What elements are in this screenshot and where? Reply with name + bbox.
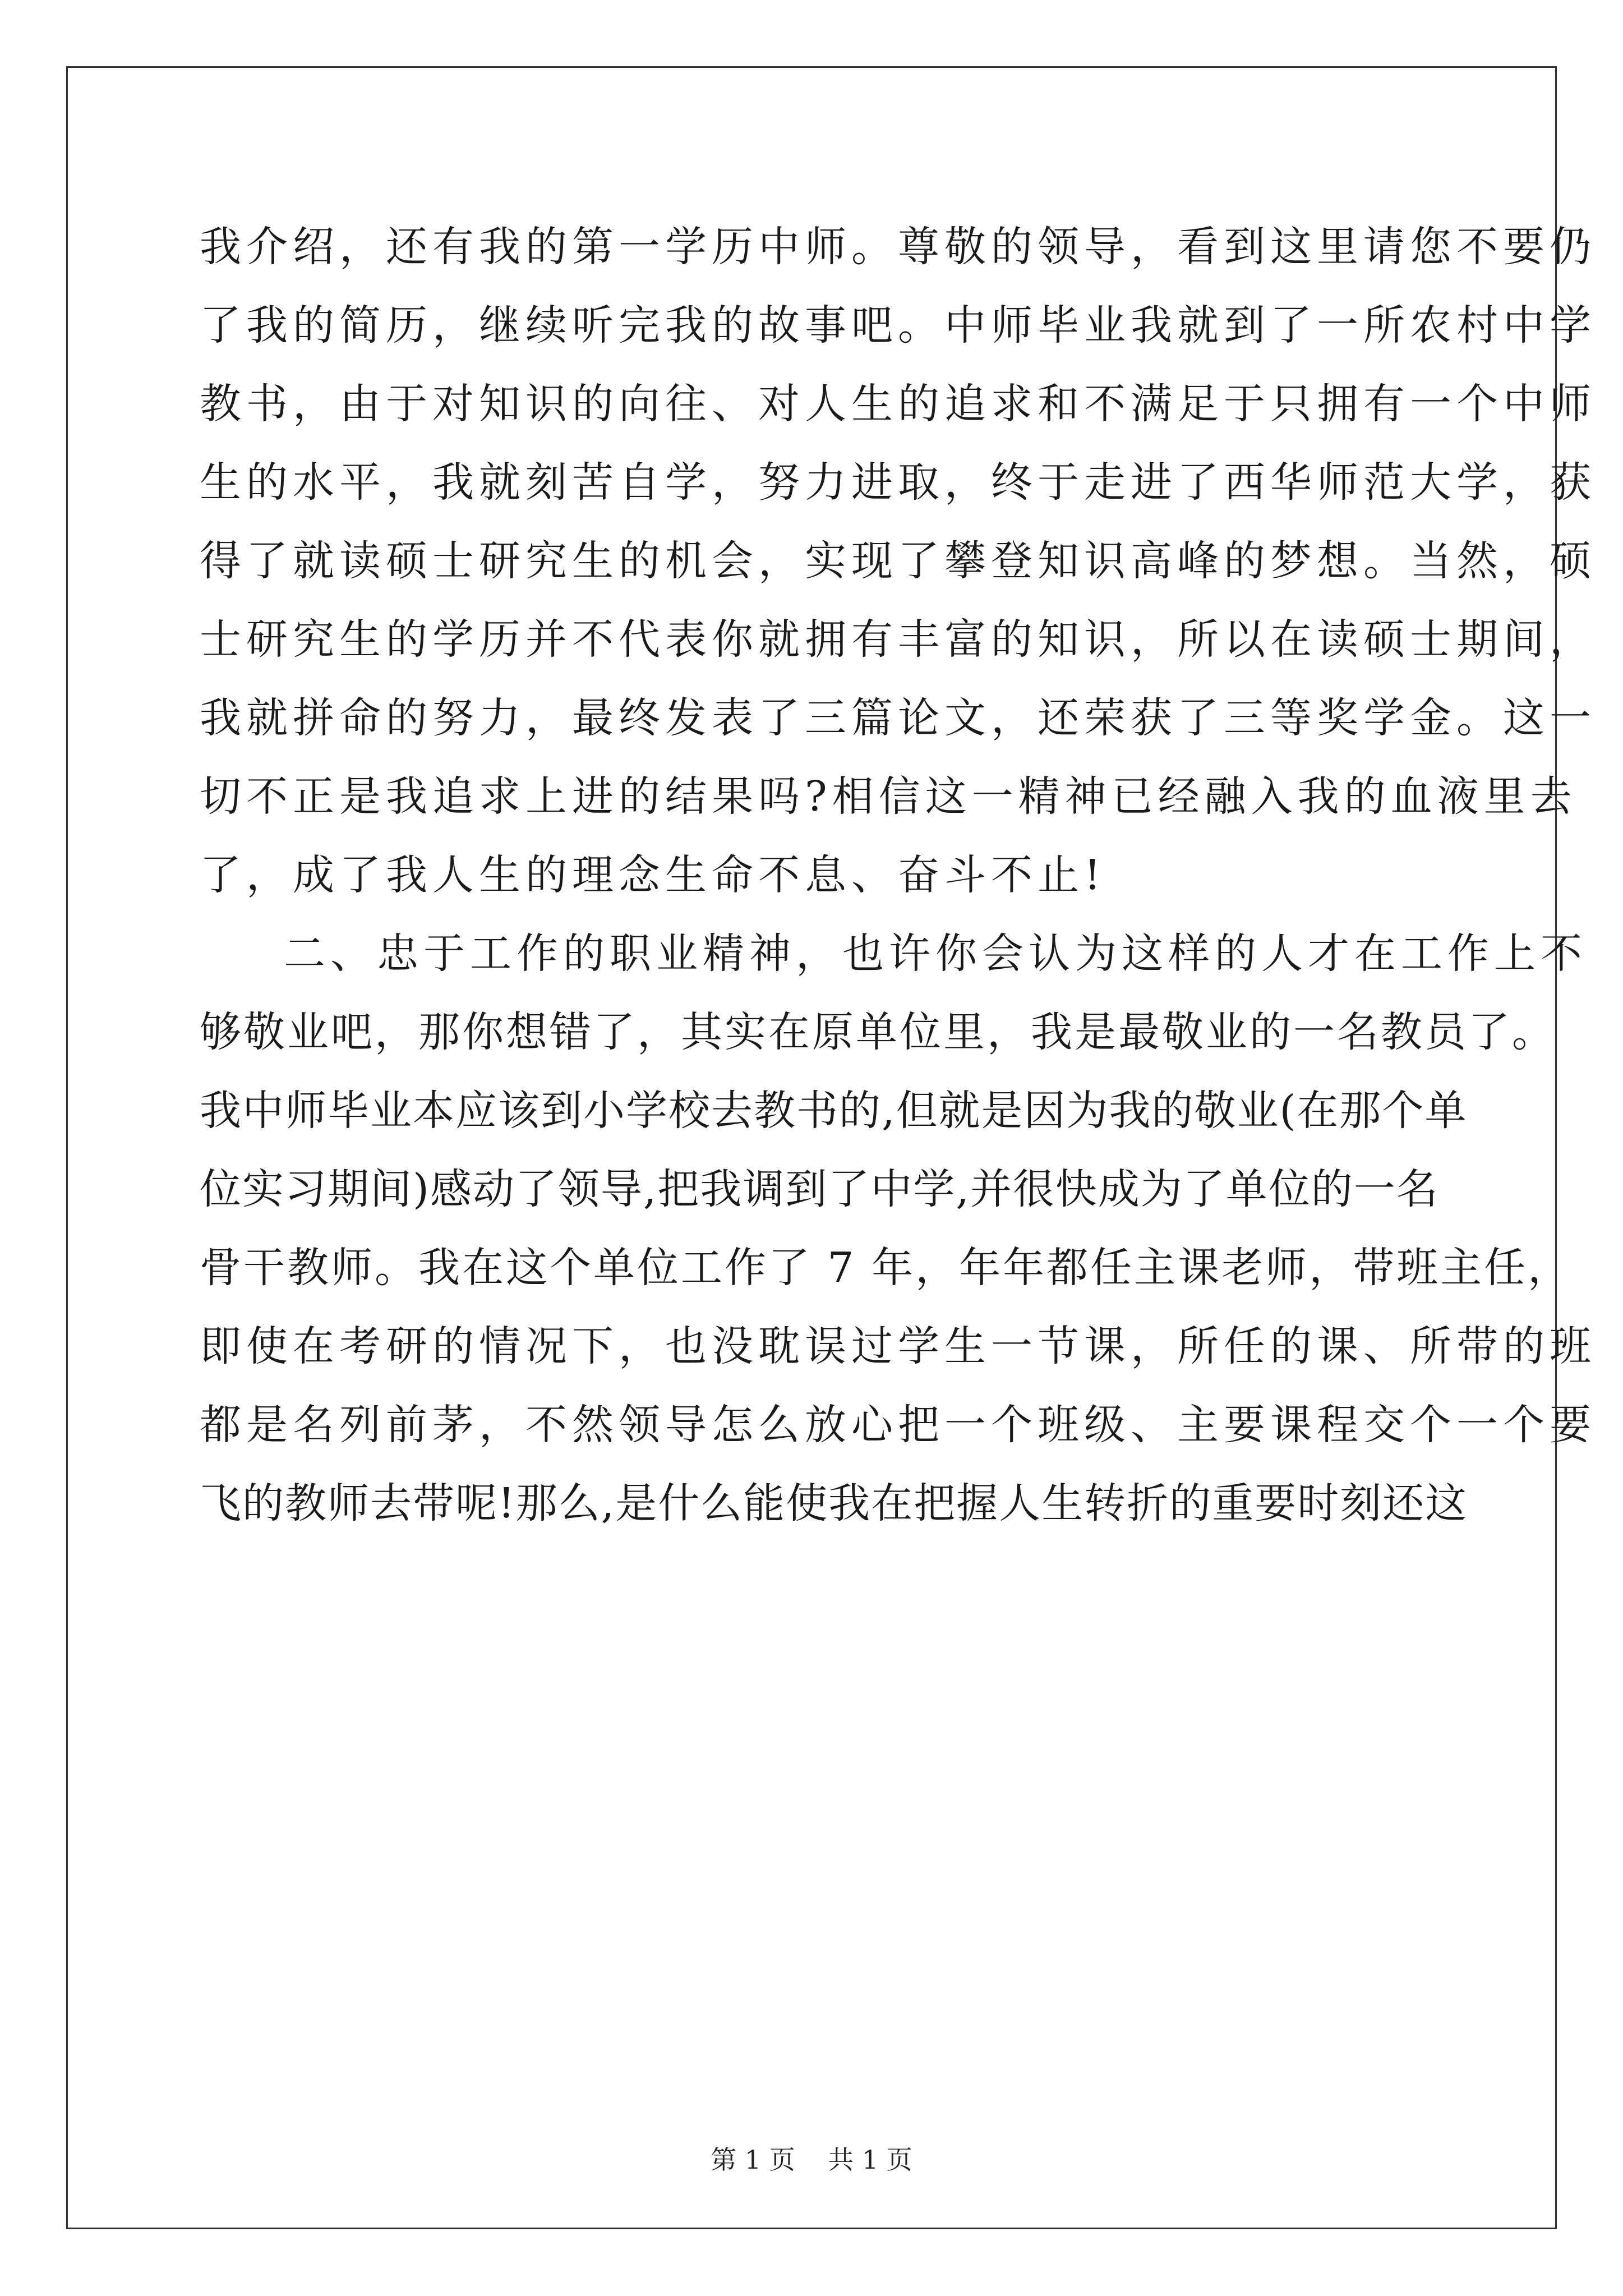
text-line-15: 即使在考研的情况下，也没耽误过学生一节课，所任的课、所带的班 bbox=[200, 1322, 1596, 1370]
text-line-11: 够敬业吧，那你想错了，其实在原单位里，我是最敬业的一名教员了。 bbox=[200, 1008, 1556, 1056]
text-line-16: 都是名列前茅，不然领导怎么放心把一个班级、主要课程交个一个要 bbox=[200, 1401, 1596, 1449]
document-body bbox=[200, 208, 1596, 1543]
page-number-footer: 第 1 页 共 1 页 bbox=[711, 2145, 912, 2175]
text-line-3: 教书，由于对知识的向往、对人生的追求和不满足于只拥有一个中师 bbox=[200, 380, 1596, 428]
text-line-8: 切不正是我追求上进的结果吗?相信这一精神已经融入我的血液里去 bbox=[200, 772, 1577, 821]
paragraph-heading-line: 二、忠于工作的职业精神，也许你会认为这样的人才在工作上不 bbox=[284, 930, 1587, 978]
text-line-2: 了我的简历，继续听完我的故事吧。中师毕业我就到了一所农村中学 bbox=[200, 301, 1596, 349]
text-line-1: 我介绍，还有我的第一学历中师。尊敬的领导，看到这里请您不要仍 bbox=[200, 223, 1596, 271]
text-line-9: 了，成了我人生的理念生命不息、奋斗不止! bbox=[200, 851, 1106, 899]
text-line-4: 生的水平，我就刻苦自学，努力进取，终于走进了西华师范大学，获 bbox=[200, 458, 1596, 507]
text-line-17: 飞的教师去带呢!那么,是什么能使我在把握人生转折的重要时刻还这 bbox=[200, 1479, 1468, 1527]
text-line-14: 骨干教师。我在这个单位工作了 7 年，年年都任主课老师，带班主任， bbox=[200, 1244, 1572, 1292]
text-line-5: 得了就读硕士研究生的机会，实现了攀登知识高峰的梦想。当然，硕 bbox=[200, 537, 1596, 585]
text-line-13: 位实习期间)感动了领导,把我调到了中学,并很快成为了单位的一名 bbox=[200, 1165, 1439, 1213]
text-line-6: 士研究生的学历并不代表你就拥有丰富的知识，所以在读硕士期间， bbox=[200, 615, 1596, 664]
text-line-7: 我就拼命的努力，最终发表了三篇论文，还荣获了三等奖学金。这一 bbox=[200, 694, 1596, 742]
text-line-12: 我中师毕业本应该到小学校去教书的,但就是因为我的敬业(在那个单 bbox=[200, 1087, 1468, 1135]
